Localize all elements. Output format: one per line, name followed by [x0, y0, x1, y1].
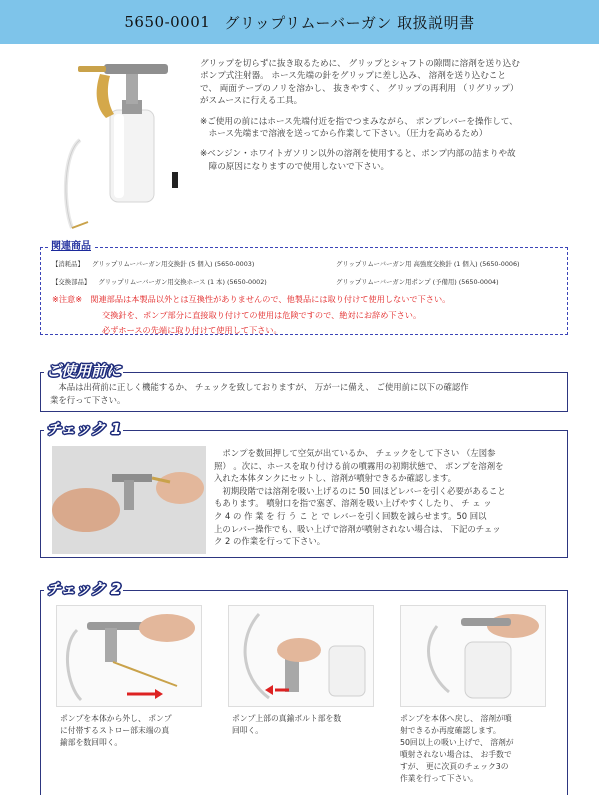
- warning-line: 必ずホースの先端に取り付けて使用して下さい。: [102, 325, 282, 335]
- related-row: グリップリムーバーガン用 高強度交換針 (1 個入) (5650-0006): [336, 260, 520, 268]
- check2-caption-2: ポンプ上部の真鍮ボルト部を数 回叩く。: [232, 714, 342, 735]
- check2-photo-1: [56, 605, 202, 707]
- note-line: 障の原因になりますので使用しないで下さい。: [200, 161, 390, 172]
- check2-caption-3: ポンプを本体へ戻し、 溶剤が噴 射できるか再度確認します。 50回以上の吸い上げで、 溶剤が 噴射されない場合は、 お手数で すが、 更に次頁のチェック3の 作業を行って下さい。: [400, 714, 514, 783]
- check1-photo: [52, 446, 206, 554]
- related-row: 【交換部品】 グリップリムーバーガン用交換ホース (1 本) (5650-0002): [52, 278, 267, 286]
- product-photo: [60, 52, 200, 242]
- product-code: 5650-0001: [124, 13, 211, 31]
- check2-photo-3: [400, 605, 546, 707]
- note-line: ※ベンジン・ホワイトガソリン以外の溶剤を使用すると、ポンプ内部の詰まりや故: [200, 149, 516, 160]
- intro-line: で、 両面テープのノリを溶かし、 抜きやすく、 グリップの再利用 （リグリップ）: [200, 83, 519, 94]
- check1-title: チェック 1: [46, 420, 122, 438]
- warning-line: ※注意※ 関連部品は本製品以外とは互換性がありませんので、他製品には取り付けて使用しないで下さい。: [52, 294, 451, 304]
- intro-line: ポンプ式注射器。 ホース先端の針をグリップに差し込み、 溶剤を送り込むこと: [200, 71, 506, 82]
- related-row: グリップリムーバーガン用ポンプ (予備用) (5650-0004): [336, 278, 499, 286]
- related-products-title: 関連商品: [48, 237, 94, 252]
- check2-photo-2: [228, 605, 374, 707]
- check1-text: ポンプを数回押して空気が出ているか、 チェックをして下さい （左図参 照） 。次に、ホースを取り付ける前の噴霧用の初期状態で、 ポンプを溶剤を 入れた本体タンクにセットし、溶剤が噴射できるか確認します。 初期段階では溶剤を吸い上げるのに 50 回ほどレバーを引く必要があること もあります。 噴射口を指で塞ぎ、溶剤を吸い上げやすくしたり、 チ ェ ッ ク 4 の 作 業 を 行 う こ と で レバーを引く回数を減らせます。50 回以 上のレバー操作でも、吸い上げで溶剤が噴射されない場合は、 下記のチェッ ク 2 の作業を行って下さい。: [214, 448, 506, 547]
- related-row: 【消耗品】 グリップリムーバーガン用交換針 (5 個入) (5650-0003): [52, 260, 255, 268]
- before-use-title: ご使用前に: [46, 362, 122, 380]
- intro-line: グリップを切らずに抜き取るために、 グリップとシャフトの隙間に溶剤を送り込む: [200, 59, 520, 69]
- note-line: ※ご使用の前にはホース先端付近を指でつまみながら、 ポンプレバーを操作して、: [200, 116, 518, 127]
- check2-caption-1: ポンプを本体から外し、 ポンプ に付帯するストロー部末端の真 鍮部を数回叩く。: [60, 714, 172, 747]
- intro-text: [200, 58, 580, 173]
- before-use-text: 本品は出荷前に正しく機能するか、 チェックを致しておりますが、 万が一に備え、 ご使用前に以下の確認作 業を行って下さい。: [50, 382, 469, 405]
- intro-line: がスムースに行える工具。: [200, 96, 303, 107]
- check2-title: チェック 2: [46, 580, 122, 598]
- warning-line: 交換針を、ポンプ部分に直接取り付けての使用は危険ですので、絶対にお辞め下さい。: [102, 310, 422, 320]
- page-header: [0, 0, 599, 44]
- note-line: ホース先端まで溶液を送ってから作業して下さい。（圧力を高めるため）: [200, 129, 488, 140]
- page-title: グリップリムーバーガン 取扱説明書: [224, 13, 475, 32]
